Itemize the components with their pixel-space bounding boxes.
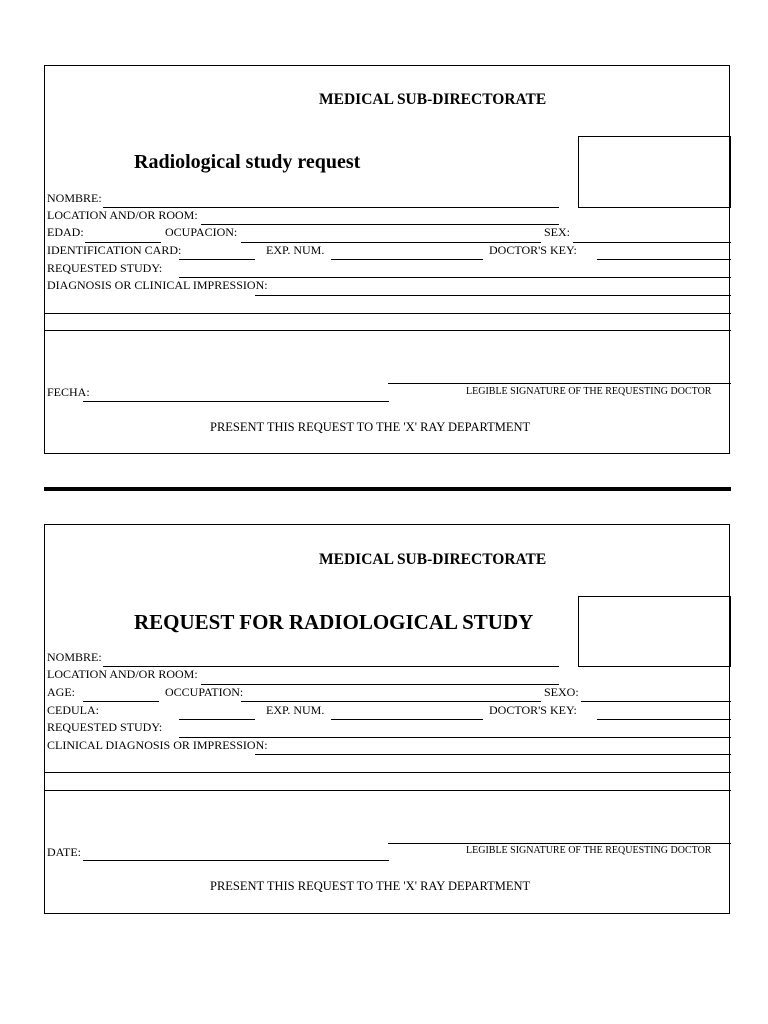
id-card-label: CEDULA:	[47, 703, 99, 717]
requested-study-label: REQUESTED STUDY:	[47, 720, 163, 734]
occupation-field[interactable]	[241, 701, 541, 702]
date-label: DATE:	[47, 845, 81, 859]
doctor-key-label: DOCTOR'S KEY:	[489, 703, 577, 717]
diagnosis-label: CLINICAL DIAGNOSIS OR IMPRESSION:	[47, 738, 268, 752]
form-title: REQUEST FOR RADIOLOGICAL STUDY	[134, 610, 534, 634]
photo-stamp-box	[578, 596, 731, 667]
doctor-key-field[interactable]	[597, 719, 731, 720]
age-field[interactable]	[83, 701, 159, 702]
diagnosis-field-line-3[interactable]	[45, 790, 731, 791]
radiology-request-form-2	[44, 524, 730, 914]
exp-num-field[interactable]	[331, 259, 483, 260]
age-label: EDAD:	[47, 225, 84, 239]
age-label: AGE:	[47, 685, 75, 699]
sex-label: SEX:	[544, 225, 571, 239]
photo-stamp-box	[578, 136, 731, 208]
location-field[interactable]	[201, 684, 559, 685]
occupation-label: OCCUPATION:	[165, 685, 244, 699]
radiology-request-form-1	[44, 65, 730, 454]
id-card-label: IDENTIFICATION CARD:	[47, 243, 182, 257]
signature-label: LEGIBLE SIGNATURE OF THE REQUESTING DOCTOR	[466, 386, 712, 397]
sex-label: SEXO:	[544, 685, 579, 699]
exp-num-label: EXP. NUM.	[266, 243, 325, 257]
name-label: NOMBRE:	[47, 191, 102, 205]
diagnosis-label: DIAGNOSIS OR CLINICAL IMPRESSION:	[47, 278, 268, 292]
form-header: MEDICAL SUB-DIRECTORATE	[319, 551, 547, 568]
requested-study-label: REQUESTED STUDY:	[47, 261, 163, 275]
form-footer: PRESENT THIS REQUEST TO THE 'X' RAY DEPARTMENT	[210, 420, 531, 434]
diagnosis-field[interactable]	[255, 754, 731, 755]
date-field[interactable]	[83, 860, 389, 861]
diagnosis-field-line-2[interactable]	[45, 313, 731, 314]
name-label: NOMBRE:	[47, 650, 102, 664]
date-label: FECHA:	[47, 385, 90, 399]
diagnosis-field-line-2[interactable]	[45, 772, 731, 773]
id-card-field[interactable]	[179, 259, 255, 260]
occupation-label: OCUPACION:	[165, 225, 238, 239]
form-header: MEDICAL SUB-DIRECTORATE	[319, 91, 547, 108]
location-label: LOCATION AND/OR ROOM:	[47, 208, 198, 222]
exp-num-field[interactable]	[331, 719, 483, 720]
sex-field[interactable]	[573, 242, 731, 243]
diagnosis-field-line-3[interactable]	[45, 330, 731, 331]
diagnosis-field[interactable]	[255, 295, 731, 296]
exp-num-label: EXP. NUM.	[266, 703, 325, 717]
signature-line[interactable]	[388, 843, 731, 844]
date-field[interactable]	[83, 401, 389, 402]
location-label: LOCATION AND/OR ROOM:	[47, 667, 198, 681]
doctor-key-label: DOCTOR'S KEY:	[489, 243, 577, 257]
signature-label: LEGIBLE SIGNATURE OF THE REQUESTING DOCTOR	[466, 845, 712, 856]
id-card-field[interactable]	[179, 719, 255, 720]
sex-field[interactable]	[581, 701, 731, 702]
location-field[interactable]	[201, 224, 559, 225]
cut-separator-line	[44, 487, 731, 491]
signature-line[interactable]	[388, 383, 731, 384]
form-footer: PRESENT THIS REQUEST TO THE 'X' RAY DEPARTMENT	[210, 879, 531, 893]
form-title: Radiological study request	[134, 151, 361, 173]
doctor-key-field[interactable]	[597, 259, 731, 260]
